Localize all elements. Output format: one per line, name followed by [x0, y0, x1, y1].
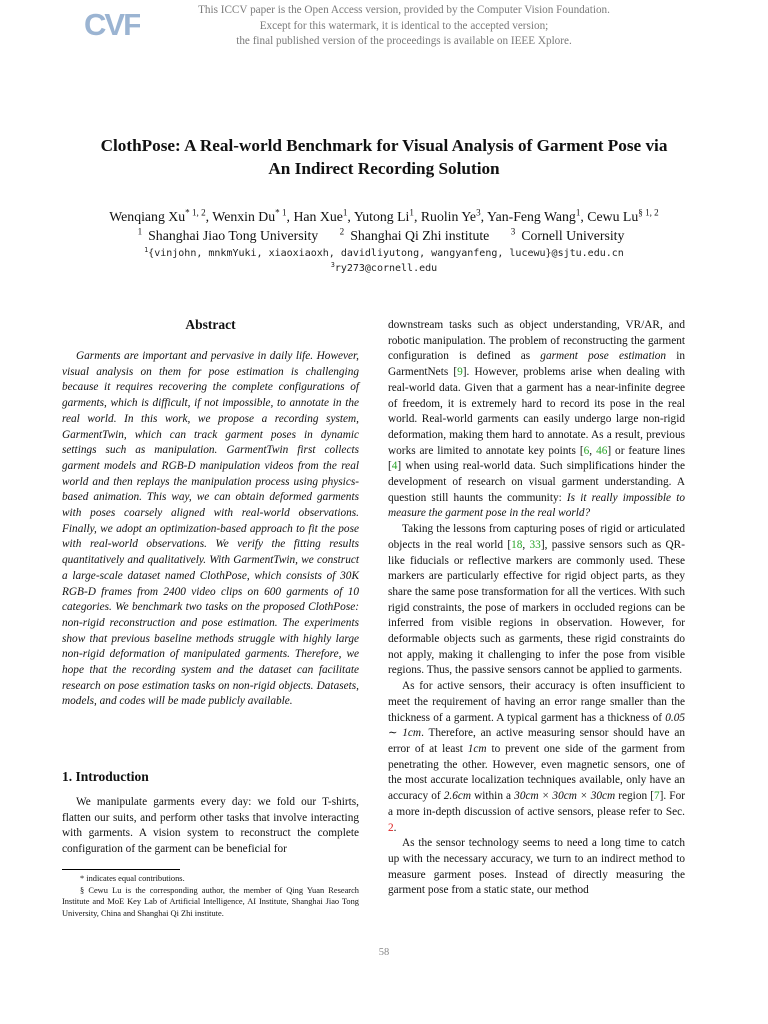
- right-column: [388, 318, 685, 899]
- affiliation: $^1$ Shanghai Jiao Tong University: [137, 226, 319, 243]
- footnotes: [62, 873, 359, 919]
- abstract-text: Garments are important and pervasive in daily life. However, visual analysis on them for pose estimation is challenging because it requires recovering the complete configurations of garments, which is difficult, if not impossible, to annotate in the real world. In this work, we propose a recording system, GarmentTwin, which can track garment poses in dynamic settings such as manipulation. GarmentTwin first collects garment models and RGB-D manipulation videos from the real world and then replays the manipulation process using physics-based animation. This way, we can obtain deformed garments with poses coarsely aligned with real-world observations. Finally, we adopt an optimization-based approach to fit the pose with real-world observations. We verify the fitting results quantitatively and qualitatively. With GarmentTwin, we construct a large-scale dataset named ClothPose, which consists of 30K RGB-D frames from 2400 video clips on 600 garments of 10 categories. We benchmark two tasks on the proposed ClothPose: non-rigid reconstruction and pose estimation. The experiments show that previous baseline methods struggle with highly large non-rigid deformation of manipulated garments. Therefore, we hope that the recording system and the dataset can facilitate research on pose estimation tasks on non-rigid objects. Datasets, models, and codes will be made publicly available.: [62, 350, 359, 708]
- abstract-heading: Abstract: [185, 317, 236, 332]
- author: Wenqiang Xu$^{* 1, 2}$,: [109, 207, 213, 224]
- section-ref-link[interactable]: 2: [388, 821, 394, 834]
- citation-link[interactable]: 6: [583, 444, 590, 457]
- author: Han Xue$^1$,: [293, 207, 354, 224]
- email-line: $^3$ry273@cornell.edu: [330, 260, 438, 274]
- introduction-paragraph: We manipulate garments every day: we fold our T-shirts, flatten our suits, and perform other tasks that involve interacting with garments. A vision system to reconstruct the complete configuration of the garment can be beneficial for: [62, 796, 359, 856]
- citation-link[interactable]: 46: [596, 444, 608, 457]
- paragraph: downstream tasks such as object understanding, VR/AR, and robotic manipulation. The problem of reconstructing the garment configuration is defined as garment pose estimation in GarmentNets [9]. However, problems arise when dealing with real-world data. Given that a garment has a near-infinite degree of freedom, it is extremely hard to record its pose in the real world. Real-world garments can easily undergo large non-rigid deformation, making them hard to annotate. As a result, previous works are limited to annotate key points [6, 46] or feature lines [4] when using real-world data. Such simplifications hinder the development of research on visual garment understanding. A question still haunts the community: Is it really impossible to measure the garment pose in the real world?: [388, 319, 686, 520]
- open-access-watermark: [150, 3, 658, 50]
- author-emails: [30, 246, 738, 276]
- paragraph: As the sensor technology seems to need a long time to catch up with the necessary accuracy, we turn to an indirect method to measure garment poses. Instead of directly measuring the garment pose from a static state, our method: [388, 837, 685, 897]
- citation-link[interactable]: 18: [511, 538, 523, 551]
- citation-link[interactable]: 4: [391, 460, 398, 473]
- footnote-corresponding-author: § Cewu Lu is the corresponding author, the member of Qing Yuan Research Institute and MoE Key Lab of Artificial Intelligence, AI Institute, Shanghai Jiao Tong University, China and Shanghai Qi Zhi institute.: [62, 885, 359, 918]
- math: 0.05 ∼ 1cm: [388, 711, 685, 740]
- author: Cewu Lu$^{\S 1, 2}$: [587, 207, 659, 224]
- affiliation: $^2$ Shanghai Qi Zhi institute: [339, 226, 490, 243]
- author: Yutong Li$^1$,: [353, 207, 421, 224]
- author: Ruolin Ye$^3$,: [420, 207, 487, 224]
- paragraph: As for active sensors, their accuracy is often insufficient to meet the requirement of having an error range smaller than the thickness of a garment. A typical garment has a thickness of 0.05 ∼ 1cm. Therefore, an active measuring sensor should have an error of at least 1cm to prevent one side of the garment from penetrating the other. However, even magnetic sensors, one of the most accurate localization techniques available, only have an accuracy of 2.6cm within a 30cm × 30cm × 30cm region [7]. For a more in-depth discussion of active sensors, please refer to Sec. 2.: [388, 680, 685, 834]
- watermark-line: the final published version of the proceedings is available on IEEE Xplore.: [236, 35, 572, 47]
- citation-link[interactable]: 9: [457, 366, 463, 379]
- math: 30cm × 30cm × 30cm: [514, 790, 616, 803]
- footnote-rule: [62, 869, 180, 870]
- footnote-equal-contribution: * indicates equal contributions.: [80, 874, 185, 883]
- affiliation: $^3$ Cornell University: [510, 226, 625, 243]
- affiliation-list: [30, 226, 738, 246]
- author-list: [30, 207, 738, 227]
- watermark-line: This ICCV paper is the Open Access version, provided by the Computer Vision Foundation.: [198, 4, 610, 16]
- paper-title: [40, 134, 728, 180]
- math: 2.6cm: [443, 790, 472, 803]
- author: Yan-Feng Wang$^1$,: [487, 207, 588, 224]
- email-line: $^1${vinjohn, mnkmYuki, xiaoxiaoxh, davidliyutong, wangyanfeng, lucewu}@sjtu.edu.cn: [144, 245, 624, 259]
- svg-text:CVF: CVF: [84, 7, 140, 40]
- section-heading-introduction: 1. Introduction: [62, 769, 149, 784]
- page-number: 58: [378, 947, 390, 958]
- math: 1cm: [467, 742, 487, 755]
- watermark-line: Except for this watermark, it is identical to the accepted version;: [259, 19, 549, 32]
- paragraph: Taking the lessons from capturing poses of rigid or articulated objects in the real world [18, 33], passive sensors such as QR-like fiducials or reflective markers are commonly used. These markers are particularly effective for rigid object parts, as they share the same pose transformation for all the vertices. With such rigid constraints, the pose of markers in occluded regions can be inferred from visible regions in observation. However, for deformable objects such as garments, these rigid constraints do not apply, making it challenging to infer the pose from visible regions. Thus, the passive sensors cannot be applied to garments.: [388, 523, 685, 677]
- citation-link[interactable]: 33: [529, 538, 541, 551]
- title-line: An Indirect Recording Solution: [268, 159, 500, 178]
- author: Wenxin Du$^{* 1}$,: [212, 207, 294, 224]
- cvf-logo: [84, 6, 140, 40]
- title-line: ClothPose: A Real-world Benchmark for Visual Analysis of Garment Pose via: [100, 136, 668, 155]
- citation-link[interactable]: 7: [653, 790, 660, 803]
